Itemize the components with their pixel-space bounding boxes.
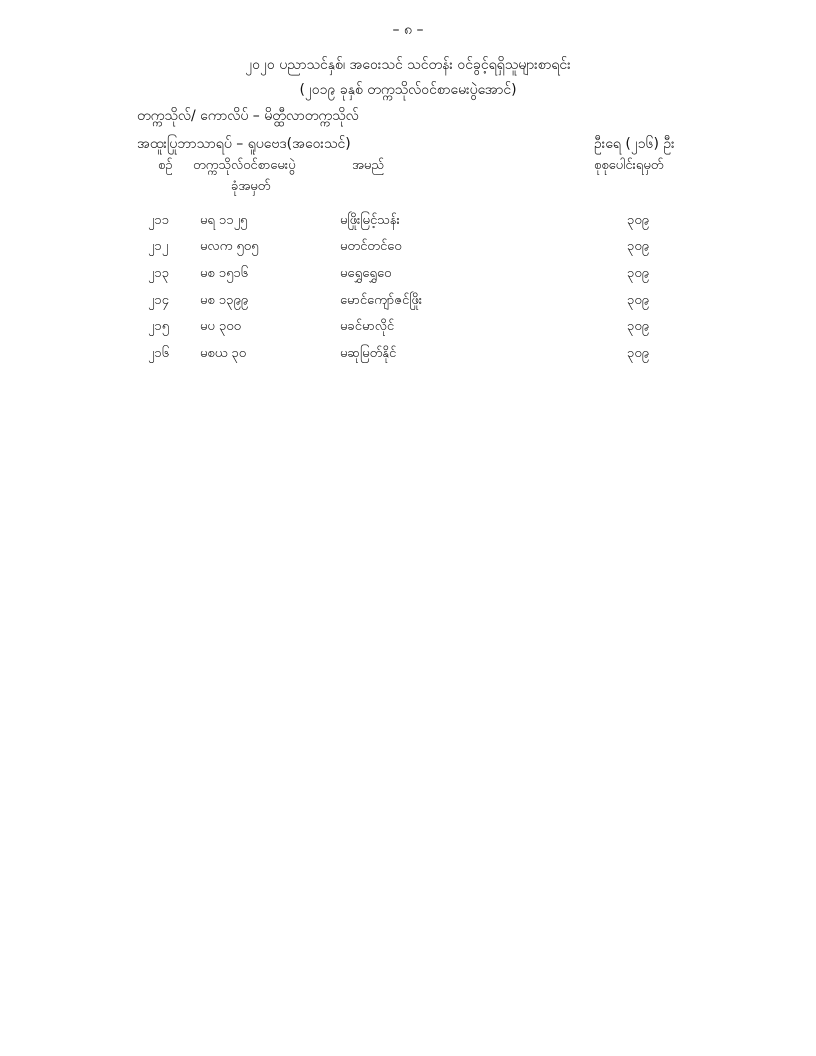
name-cell: မောင်ကျော်ဇင်ဖြိုး [340,293,423,308]
serial-cell: ၂၁၅ [148,319,170,334]
document-title: ၂၀၂၀ ပညာသင်နှစ်၊ အဝေးသင် သင်တန်း ဝင်ခွင့်ရရှိသူများစာရင်း [245,57,571,73]
serial-cell: ၂၁၁ [148,213,170,228]
column-header-roll-number: တက္ကသိုလ်ဝင်စာမေးပွဲ [193,158,296,173]
table-row [0,265,816,287]
name-cell: မဆုမြတ်နိုင် [340,346,397,361]
table-row [0,212,816,234]
table-row [0,292,816,314]
marks-cell: ၃၀၉ [627,266,649,281]
marks-cell: ၃၀၉ [627,293,649,308]
marks-cell: ၃၀၉ [627,319,649,334]
total-count: ဦးရေ (၂၁၆) ဦး [594,136,675,152]
table-row [0,238,816,260]
table-row [0,318,816,340]
name-cell: မတင်တင်ဝေ [340,239,402,254]
serial-cell: ၂၁၃ [148,266,170,281]
roll-number-cell: မစ ၁၅၁၆ [200,266,249,281]
table-row [0,345,816,367]
university-line: တက္ကသိုလ်/ ကောလိပ် – မိတ္ထီလာတက္ကသိုလ် [137,108,359,124]
name-cell: မဖြိုးမြင့်သန်း [340,213,400,228]
roll-number-cell: မရ ၁၁၂၅ [200,213,248,228]
roll-number-cell: မစ ၁၃၉၉ [200,293,249,308]
column-header-roll-number-line2: ခုံအမှတ် [231,179,271,194]
roll-number-cell: မလက ၅၀၅ [200,239,259,254]
serial-cell: ၂၁၆ [148,346,170,361]
name-cell: မရွှေရွှေဝေ [340,266,392,281]
marks-cell: ၃၀၉ [627,239,649,254]
marks-cell: ၃၀၉ [627,213,649,228]
column-header-name: အမည် [352,158,384,173]
roll-number-cell: မစယ ၃၀ [200,346,247,361]
marks-cell: ၃၀၉ [627,346,649,361]
column-header-serial: စဉ် [158,158,173,173]
page-number: – ၈ – [392,22,424,38]
roll-number-cell: မပ ၃၀၀ [200,319,241,334]
name-cell: မခင်မာလိုင် [340,319,395,334]
document-subtitle: (၂၀၁၉ ခုနှစ် တက္ကသိုလ်ဝင်စာမေးပွဲအောင်) [299,82,517,98]
column-header-total-marks: စုစုပေါင်းရမှတ် [594,158,664,173]
serial-cell: ၂၁၄ [148,293,170,308]
serial-cell: ၂၁၂ [148,239,169,254]
major-subject-line: အထူးပြုဘာသာရပ် – ရူပဗေဒ(အဝေးသင်) [137,136,351,152]
